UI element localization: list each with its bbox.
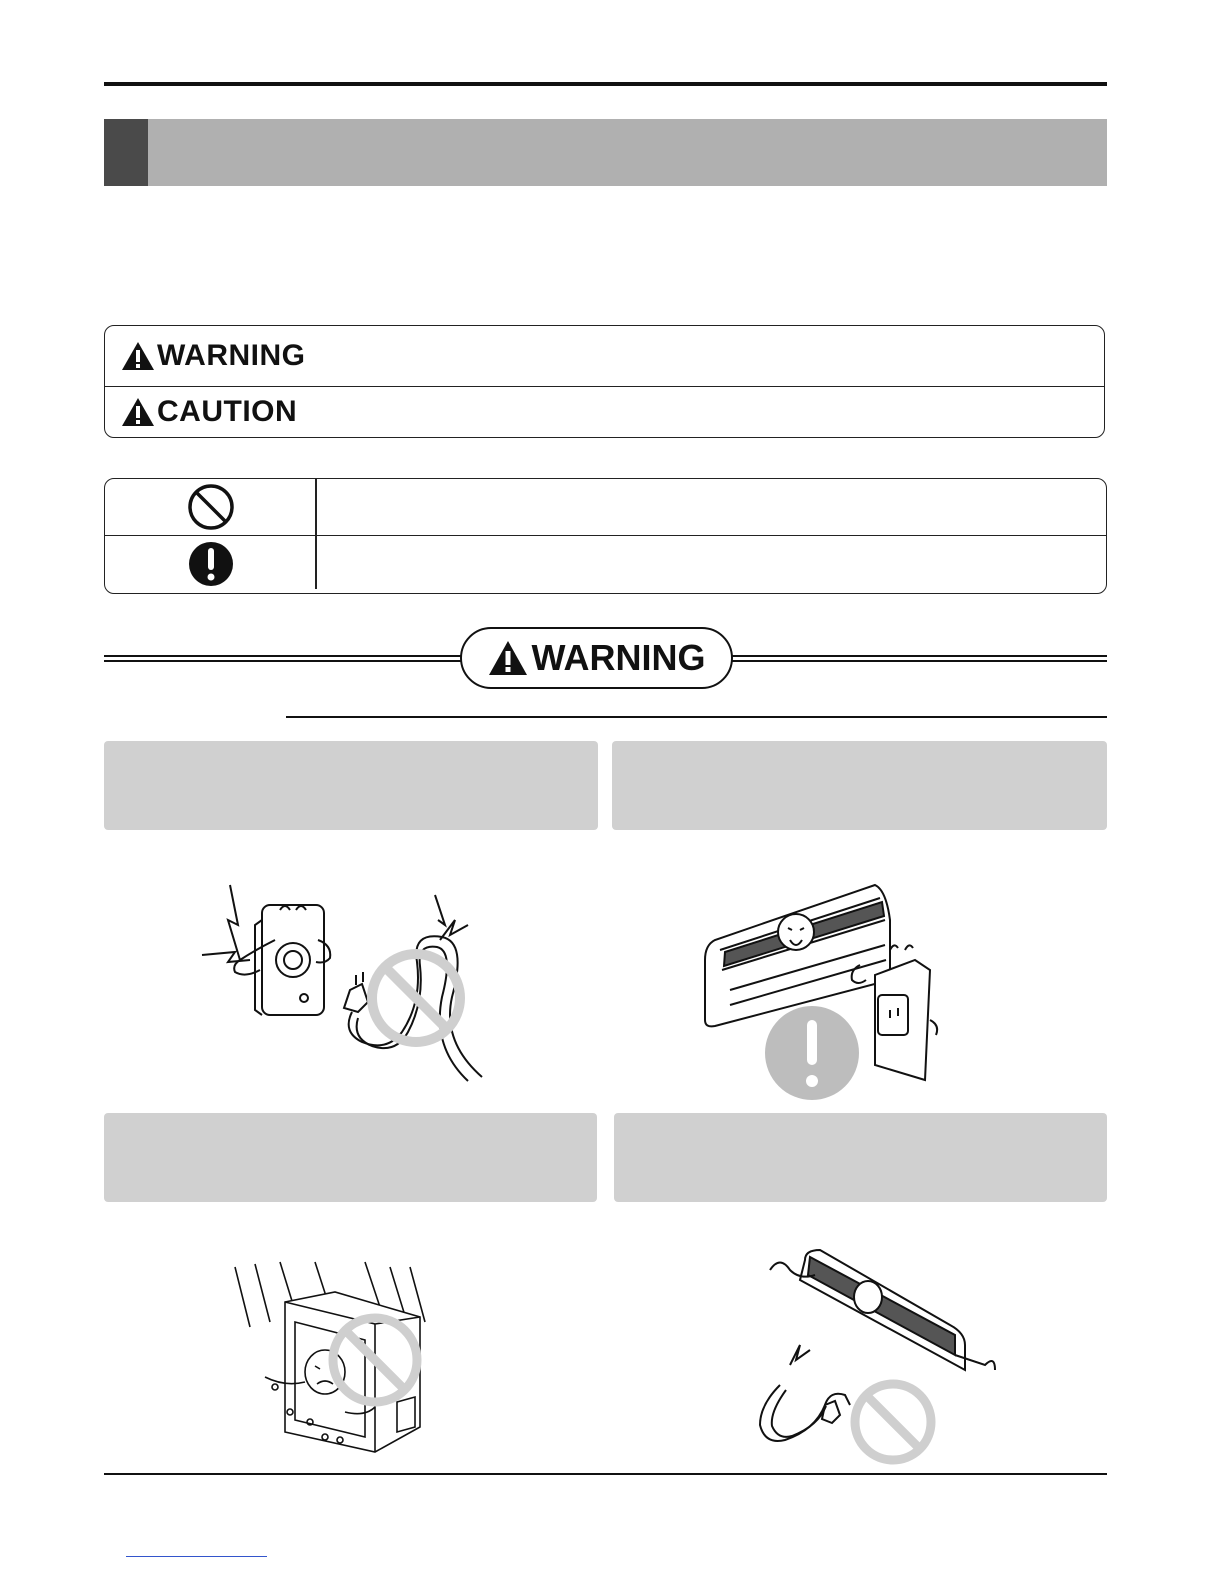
symbol-divider	[315, 479, 317, 589]
warning-section-label: WARNING	[531, 637, 706, 678]
symbol-row-prohibited	[105, 479, 1106, 536]
title-marker-block	[104, 119, 148, 186]
illustration-dedicated-outlet	[700, 880, 950, 1105]
top-rule	[104, 82, 1107, 86]
warning-triangle-icon	[121, 341, 155, 371]
section-title-bar	[104, 119, 1107, 186]
illustration-unplug-cord	[750, 1245, 1005, 1455]
legend-caution-label: CAUTION	[157, 394, 298, 428]
subsection-rule	[286, 716, 1107, 718]
bottom-rule	[104, 1473, 1107, 1475]
illustration-wet-unit	[225, 1262, 440, 1462]
warning-double-rule-right-top	[730, 655, 1107, 657]
instruction-panel-4	[614, 1113, 1107, 1202]
legend-row-warning	[105, 326, 1104, 387]
signal-word-legend	[104, 325, 1105, 438]
instruction-panel-2	[612, 741, 1107, 830]
symbol-row-mandatory	[105, 535, 1106, 593]
illustration-damaged-cord	[200, 880, 480, 1085]
symbol-legend	[104, 478, 1107, 594]
legend-warning-label: WARNING	[157, 339, 306, 372]
warning-double-rule-left-top	[104, 655, 464, 657]
prohibited-icon	[187, 483, 235, 531]
instruction-panel-1	[104, 741, 598, 830]
warning-triangle-icon	[488, 640, 528, 676]
legend-row-caution	[105, 386, 1104, 437]
warning-double-rule-right-bottom	[730, 660, 1107, 662]
warning-section-badge	[460, 627, 733, 689]
instruction-panel-3	[104, 1113, 597, 1202]
exclamation-icon	[187, 540, 235, 588]
warning-double-rule-left-bottom	[104, 660, 464, 662]
warning-triangle-icon	[121, 397, 155, 427]
footer-link-underline[interactable]	[126, 1556, 267, 1557]
